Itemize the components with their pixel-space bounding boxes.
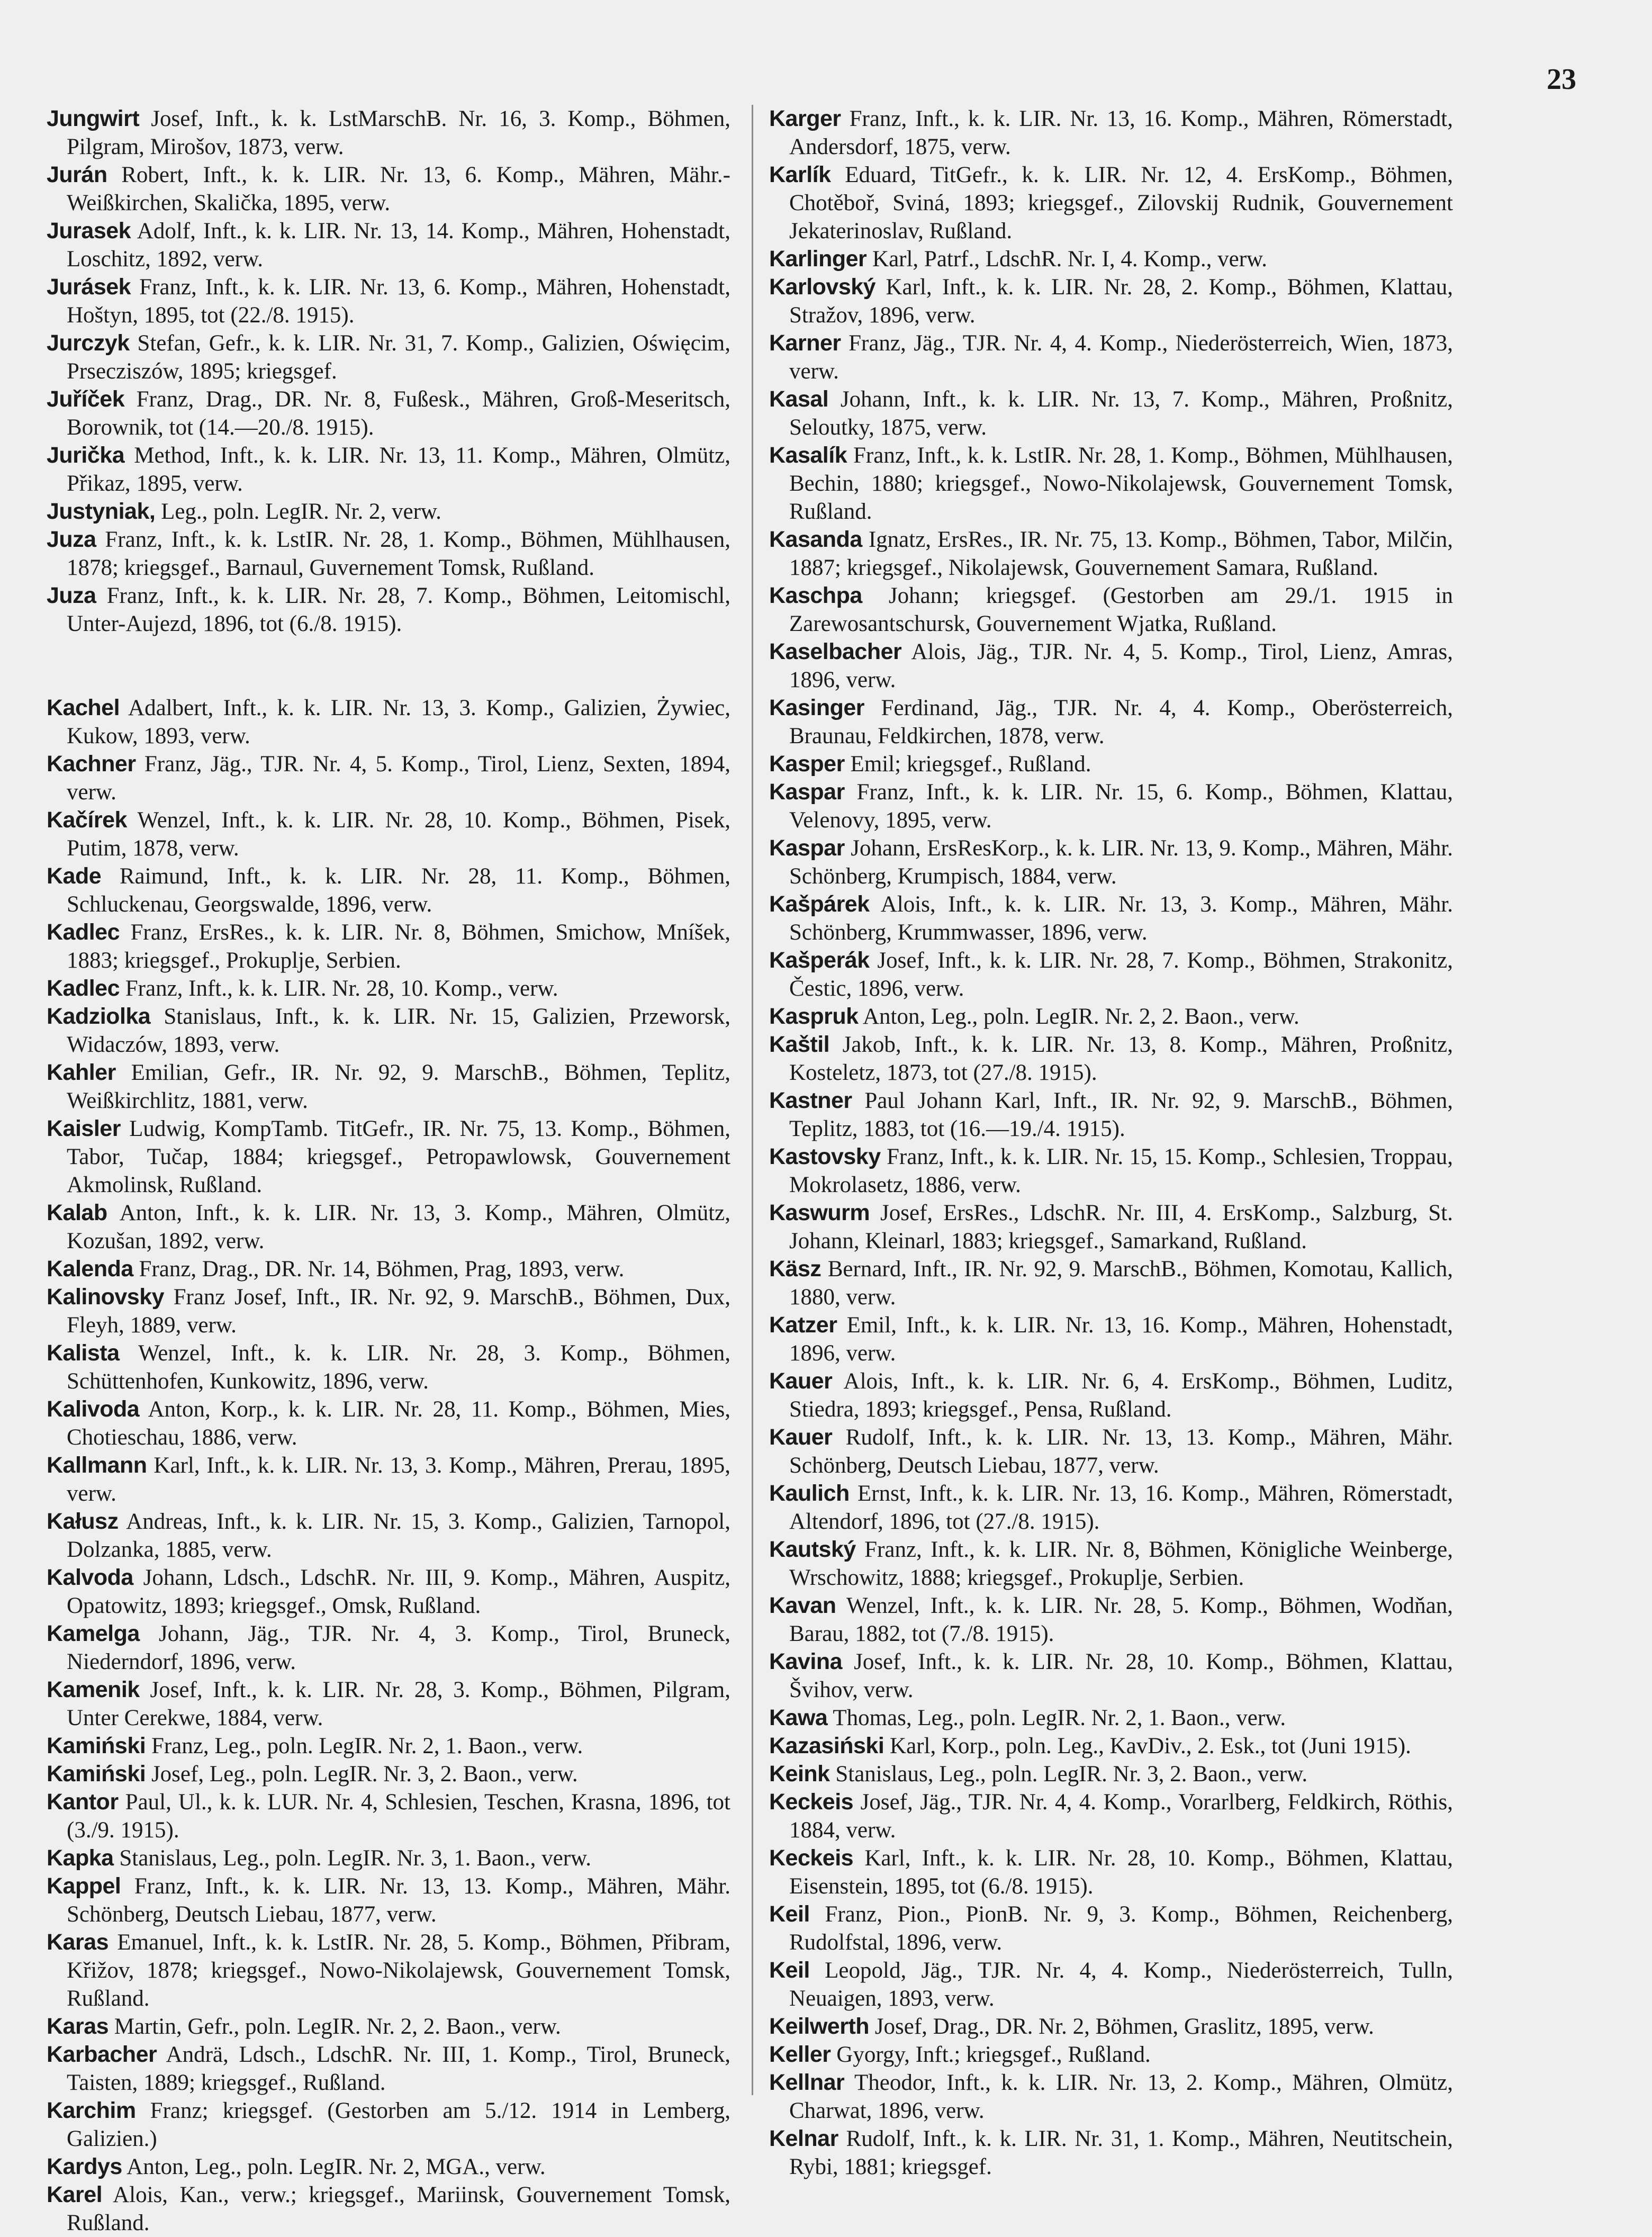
entry-surname: Keink [769,1761,830,1787]
list-entry [769,2069,1453,2125]
list-entry [47,2153,730,2181]
entry-surname: Kaspar [769,835,845,861]
list-entry [769,890,1453,946]
entry-surname: Karas [47,2014,109,2039]
entry-details: Martin, Gefr., poln. LegIR. Nr. 2, 2. Baon., verw. [109,2014,561,2039]
entry-surname: Kastovsky [769,1144,881,1169]
entry-surname: Kapka [47,1845,114,1871]
list-entry [769,1003,1453,1031]
list-entry [47,1620,730,1676]
right-column [769,105,1453,2181]
list-entry [769,1536,1453,1592]
list-entry [47,750,730,806]
entry-details: Stanislaus, Leg., poln. LegIR. Nr. 3, 2. Baon., verw. [829,1762,1308,1787]
entry-surname: Keller [769,2042,831,2067]
entry-surname: Kasalík [769,443,847,468]
entry-surname: Karner [769,330,841,356]
list-entry [47,1255,730,1283]
list-entry [47,1564,730,1620]
entry-details: Wenzel, Inft., k. k. LIR. Nr. 28, 10. Komp., Böhmen, Pisek, Putim, 1878, verw. [67,808,730,861]
entry-surname: Kasanda [769,527,862,552]
list-entry [769,1788,1453,1844]
entry-details: Method, Inft., k. k. LIR. Nr. 13, 11. Komp., Mähren, Olmütz, Přikaz, 1895, verw. [67,443,730,496]
list-entry [47,1059,730,1115]
entry-surname: Karas [47,1929,109,1955]
list-entry [769,778,1453,834]
list-entry [47,975,730,1003]
entry-surname: Juříček [47,386,125,412]
entry-surname: Kasinger [769,695,865,720]
entry-surname: Jurasek [47,218,131,243]
list-entry [47,2013,730,2041]
entry-details: Josef, Jäg., TJR. Nr. 4, 4. Komp., Vorarlberg, Feldkirch, Röthis, 1884, verw. [789,1790,1453,1843]
entry-surname: Jurán [47,162,107,187]
list-entry [47,1283,730,1339]
entry-surname: Kačírek [47,807,127,833]
entry-details: Anton, Inft., k. k. LIR. Nr. 13, 3. Komp., Mähren, Olmütz, Kozušan, 1892, verw. [67,1201,730,1253]
entry-surname: Jungwirt [47,106,140,131]
entry-surname: Kaštil [769,1032,830,1057]
entry-details: Ernst, Inft., k. k. LIR. Nr. 13, 16. Komp., Mähren, Römerstadt, Altendorf, 1896, tot (27./8. 1915). [789,1481,1453,1534]
entry-surname: Kade [47,863,102,889]
entry-surname: Kellnar [769,2070,845,2095]
entry-details: Franz, Jäg., TJR. Nr. 4, 4. Komp., Niederösterreich, Wien, 1873, verw. [789,331,1453,384]
list-entry [47,1003,730,1059]
entry-details: Stefan, Gefr., k. k. LIR. Nr. 31, 7. Komp., Galizien, Oświęcim, Prseczіszów, 1895; kriegsgef. [67,331,730,384]
list-entry [769,1311,1453,1367]
list-entry [47,1844,730,1872]
entry-details: Stanislaus, Inft., k. k. LIR. Nr. 15, Galizien, Przeworsk, Widaczów, 1893, verw. [67,1004,730,1057]
list-entry [769,582,1453,638]
list-entry [47,1928,730,2013]
entry-details: Raimund, Inft., k. k. LIR. Nr. 28, 11. Komp., Böhmen, Schluckenau, Georgswalde, 1896, verw. [67,864,730,917]
entry-surname: Kantor [47,1789,119,1815]
list-entry [769,441,1453,526]
list-entry [769,1760,1453,1788]
entry-details: Karl, Inft., k. k. LIR. Nr. 28, 10. Komp., Böhmen, Klattau, Eisenstein, 1895, tot (6./8. 1915). [789,1846,1453,1899]
entry-surname: Kamiński [47,1733,146,1758]
list-entry [47,105,730,161]
entry-details: Leg., poln. LegIR. Nr. 2, verw. [155,499,441,524]
entry-surname: Jurička [47,443,125,468]
entry-surname: Keilwerth [769,2014,870,2039]
entry-details: Johann, Ldsch., LdschR. Nr. III, 9. Komp., Mähren, Auspitz, Opatowitz, 1893; kriegsgef., Omsk, Rußland. [67,1565,730,1618]
list-entry [47,1872,730,1928]
entry-details: Thomas, Leg., poln. LegIR. Nr. 2, 1. Baon., verw. [827,1706,1286,1730]
entry-surname: Kasper [769,751,845,777]
entry-surname: Jurczyk [47,330,130,356]
entry-details: Adalbert, Inft., k. k. LIR. Nr. 13, 3. Komp., Galizien, Żywiec, Kukow, 1893, verw. [67,696,730,748]
list-entry [769,245,1453,273]
entry-details: Josef, Inft., k. k. LIR. Nr. 28, 3. Komp., Böhmen, Pilgram, Unter Cerekwe, 1884, verw. [67,1677,730,1730]
entry-details: Alois, Jäg., TJR. Nr. 4, 5. Komp., Tirol, Lienz, Amras, 1896, verw. [789,639,1453,692]
list-entry [47,217,730,273]
list-entry [47,918,730,975]
entry-details: Anton, Leg., poln. LegIR. Nr. 2, 2. Baon., verw. [858,1004,1299,1029]
entry-surname: Karger [769,106,841,131]
entry-details: Paul Johann Karl, Inft., IR. Nr. 92, 9. MarschB., Böhmen, Teplitz, 1883, tot (16.—19./4. 1915). [789,1088,1453,1141]
entry-details: Jakob, Inft., k. k. LIR. Nr. 13, 8. Komp., Mähren, Proßnitz, Kosteletz, 1873, tot (27./8. 1915). [789,1032,1453,1085]
entry-details: Franz Josef, Inft., IR. Nr. 92, 9. MarschB., Böhmen, Dux, Fleyh, 1889, verw. [67,1285,730,1338]
list-entry [47,1199,730,1255]
entry-surname: Kamenik [47,1677,140,1702]
entry-details: Anton, Leg., poln. LegIR. Nr. 2, MGA., verw. [122,2154,546,2179]
entry-surname: Karbacher [47,2042,157,2067]
entry-surname: Kamelga [47,1621,140,1646]
entry-details: Johann; kriegsgef. (Gestorben am 29./1. 1915 in Zarewosantschursk, Gouvernement Wjatka, Rußland. [789,583,1453,636]
entry-details: Alois, Inft., k. k. LIR. Nr. 13, 3. Komp., Mähren, Mähr. Schönberg, Krummwasser, 1896, verw. [789,892,1453,945]
entry-surname: Karlinger [769,246,867,272]
entry-surname: Kazasiński [769,1733,884,1758]
entry-surname: Karlovský [769,274,876,300]
list-entry [769,1956,1453,2013]
entry-details: Franz, Inft., k. k. LIR. Nr. 13, 13. Komp., Mähren, Mähr. Schönberg, Deutsch Liebau, 1877, verw. [67,1874,730,1927]
entry-details: Rudolf, Inft., k. k. LIR. Nr. 31, 1. Komp., Mähren, Neutitschein, Rybi, 1881; kriegsgef. [789,2126,1453,2179]
list-entry [47,1339,730,1395]
list-entry [769,750,1453,778]
list-entry [769,1087,1453,1143]
entry-details: Franz, Inft., k. k. LIR. Nr. 13, 16. Komp., Mähren, Römerstadt, Andersdorf, 1875, verw. [789,106,1453,159]
list-entry [769,638,1453,694]
entry-surname: Kaisler [47,1116,121,1141]
entry-surname: Kalab [47,1200,107,1225]
entry-details: Franz, Pion., PionB. Nr. 9, 3. Komp., Böhmen, Reichenberg, Rudolfstal, 1896, verw. [789,1902,1453,1955]
entry-details: Franz, Inft., k. k. LstIR. Nr. 28, 1. Komp., Böhmen, Mühlhausen, Bechin, 1880; kriegsgef., Nowo-Nikolajewsk, Gouvernement Tomsk, Rußland. [789,443,1453,524]
entry-details: Karl, Inft., k. k. LIR. Nr. 28, 2. Komp., Böhmen, Klattau, Stražov, 1896, verw. [789,275,1453,328]
entry-surname: Kadziolka [47,1004,151,1029]
list-entry [769,1900,1453,1956]
entry-surname: Kawa [769,1705,828,1730]
entry-details: Ferdinand, Jäg., TJR. Nr. 4, 4. Komp., Oberösterreich, Braunau, Feldkirchen, 1878, verw. [789,696,1453,748]
entry-surname: Kadlec [47,919,120,945]
entry-details: Karl, Inft., k. k. LIR. Nr. 13, 3. Komp., Mähren, Prerau, 1895, verw. [67,1453,730,1506]
entry-surname: Keckeis [769,1789,854,1815]
entry-details: Franz, Inft., k. k. LIR. Nr. 13, 6. Komp., Mähren, Hohenstadt, Hoštyn, 1895, tot (22./8. 1915). [67,275,730,328]
entry-details: Franz, Inft., k. k. LIR. Nr. 15, 6. Komp., Böhmen, Klattau, Velenovy, 1895, verw. [789,780,1453,833]
list-entry [47,2181,730,2237]
entry-surname: Kauer [769,1368,833,1394]
entry-details: Andrä, Ldsch., LdschR. Nr. III, 1. Komp., Tirol, Bruneck, Taisten, 1889; kriegsgef., Rußland. [67,2042,730,2095]
entry-details: Franz, Inft., k. k. LIR. Nr. 28, 10. Komp., verw. [120,976,558,1001]
entry-surname: Kauer [769,1424,833,1450]
entry-surname: Jurásek [47,274,131,300]
list-entry [47,161,730,217]
entry-details: Franz, Inft., k. k. LIR. Nr. 15, 15. Komp., Schlesien, Troppau, Mokrolasetz, 1886, verw. [789,1144,1453,1197]
list-entry [47,862,730,918]
entry-details: Emil; kriegsgef., Rußland. [844,752,1091,777]
list-entry [769,834,1453,890]
entry-surname: Karchim [47,2098,136,2123]
entry-surname: Käsz [769,1256,822,1282]
entry-details: Franz, Jäg., TJR. Nr. 4, 5. Komp., Tirol, Lienz, Sexten, 1894, verw. [67,752,730,805]
list-entry [47,1676,730,1732]
entry-details: Franz, Inft., k. k. LIR. Nr. 28, 7. Komp., Böhmen, Leitomischl, Unter-Aujezd, 1896, tot (6./8. 1915). [67,583,730,636]
entry-surname: Kavan [769,1593,836,1618]
entry-surname: Katzer [769,1312,837,1338]
list-entry [769,1031,1453,1087]
entry-details: Bernard, Inft., IR. Nr. 92, 9. MarschB., Böhmen, Komotau, Kallich, 1880, verw. [789,1257,1453,1310]
entry-surname: Kallmann [47,1453,147,1478]
list-entry [47,498,730,526]
entry-surname: Karlík [769,162,831,187]
entry-details: Josef, Drag., DR. Nr. 2, Böhmen, Graslitz, 1895, verw. [869,2014,1374,2039]
list-entry [47,441,730,498]
entry-surname: Kaselbacher [769,639,902,664]
list-entry [769,1480,1453,1536]
list-entry [769,1199,1453,1255]
entry-surname: Kaspar [769,779,845,805]
list-entry [769,1648,1453,1704]
entry-details: Franz, Inft., k. k. LIR. Nr. 8, Böhmen, Königliche Weinberge, Wrschowitz, 1888; kriegsgef., Prokuplje, Serbien. [789,1537,1453,1590]
entry-details: Johann, ErsResKorp., k. k. LIR. Nr. 13, 9. Komp., Mähren, Mähr. Schönberg, Krumpisch, 1884, verw. [789,836,1453,889]
entry-surname: Kašperák [769,948,870,973]
entry-surname: Keil [769,1958,810,1983]
entry-details: Johann, Jäg., TJR. Nr. 4, 3. Komp., Tirol, Bruneck, Niederndorf, 1896, verw. [67,1621,730,1674]
entry-surname: Keckeis [769,1845,854,1871]
entry-surname: Kaschpa [769,583,862,608]
list-entry [47,582,730,638]
entry-surname: Kalvoda [47,1565,133,1590]
entry-details: Franz, Leg., poln. LegIR. Nr. 2, 1. Baon., verw. [146,1734,583,1758]
entry-surname: Kaspruk [769,1004,859,1029]
entry-details: Wenzel, Inft., k. k. LIR. Nr. 28, 5. Komp., Böhmen, Wodňan, Barau, 1882, tot (7./8. 1915). [789,1593,1453,1646]
entry-details: Karl, Patrf., LdschR. Nr. I, 4. Komp., verw. [866,247,1268,272]
entry-surname: Kaulich [769,1481,850,1506]
entry-details: Josef, Inft., k. k. LIR. Nr. 28, 10. Komp., Böhmen, Klattau, Švihov, verw. [789,1649,1453,1702]
list-entry [769,2125,1453,2181]
column-divider [752,105,753,2095]
entry-details: Franz; kriegsgef. (Gestorben am 5./12. 1914 in Lemberg, Galizien.) [67,2098,730,2151]
entry-details: Franz, ErsRes., k. k. LIR. Nr. 8, Böhmen, Smichow, Mníšek, 1883; kriegsgef., Prokuplje, Serbien. [67,920,730,973]
list-entry [47,1115,730,1199]
list-entry [769,1732,1453,1760]
list-entry [769,694,1453,750]
list-entry [47,1788,730,1844]
entry-surname: Kappel [47,1873,121,1899]
list-entry [769,946,1453,1003]
list-entry [769,385,1453,441]
entry-surname: Keil [769,1901,810,1927]
entry-surname: Kalinovsky [47,1284,165,1310]
list-entry [47,806,730,862]
entry-surname: Justyniak, [47,499,156,524]
entry-surname: Kalivoda [47,1396,140,1422]
list-entry [47,1760,730,1788]
section-gap [47,638,730,694]
list-entry [769,1704,1453,1732]
list-entry [47,2041,730,2097]
entry-surname: Karel [47,2182,103,2207]
entry-details: Wenzel, Inft., k. k. LIR. Nr. 28, 3. Komp., Böhmen, Schüttenhofen, Kunkowitz, 1896, verw. [67,1341,730,1394]
entry-details: Andreas, Inft., k. k. LIR. Nr. 15, 3. Komp., Galizien, Tarnopol, Dolzanka, 1885, verw. [67,1509,730,1562]
list-entry [769,329,1453,385]
entry-details: Ludwig, KompTamb. TitGefr., IR. Nr. 75, 13. Komp., Böhmen, Tabor, Tučap, 1884; kriegsgef., Petropawlowsk, Gouvernement Akmolinsk, Rußland. [67,1116,730,1197]
entry-surname: Kašpárek [769,891,870,917]
entry-surname: Kaswurm [769,1200,870,1225]
list-entry [769,2013,1453,2041]
list-entry [769,1367,1453,1423]
entry-surname: Kalista [47,1340,120,1366]
entry-details: Adolf, Inft., k. k. LIR. Nr. 13, 14. Komp., Mähren, Hohenstadt, Loschitz, 1892, verw. [67,219,730,272]
list-entry [47,273,730,329]
list-entry [769,1592,1453,1648]
entry-surname: Kelnar [769,2126,838,2151]
entry-surname: Juza [47,527,96,552]
left-column [47,105,730,2237]
list-entry [47,526,730,582]
page-number: 23 [1547,63,1576,96]
list-entry [769,1143,1453,1199]
entry-surname: Kalenda [47,1256,133,1282]
entry-details: Paul, Ul., k. k. LUR. Nr. 4, Schlesien, Teschen, Krasna, 1896, tot (3./9. 1915). [67,1790,730,1843]
entry-details: Karl, Korp., poln. Leg., KavDiv., 2. Esk., tot (Juni 1915). [884,1734,1411,1758]
entry-details: Ignatz, ErsRes., IR. Nr. 75, 13. Komp., Böhmen, Tabor, Milčin, 1887; kriegsgef., Nikolajewsk, Gouvernement Samara, Rußland. [789,527,1453,580]
list-entry [47,1395,730,1451]
entry-details: Stanislaus, Leg., poln. LegIR. Nr. 3, 1. Baon., verw. [113,1846,592,1871]
list-entry [47,1451,730,1508]
entry-surname: Kamiński [47,1761,146,1787]
list-entry [769,526,1453,582]
entry-surname: Kasal [769,386,829,412]
entry-details: Josef, ErsRes., LdschR. Nr. III, 4. ErsKomp., Salzburg, St. Johann, Kleinarl, 1883; kriegsgef., Samarkand, Rußland. [789,1201,1453,1253]
entry-surname: Kastner [769,1088,852,1113]
entry-details: Franz, Inft., k. k. LstIR. Nr. 28, 1. Komp., Böhmen, Mühlhausen, 1878; kriegsgef., Barnaul, Guvernement Tomsk, Rußland. [67,527,730,580]
entry-details: Franz, Drag., DR. Nr. 8, Fußesk., Mähren, Groß-Meseritsch, Borownik, tot (14.—20./8. 1915). [67,387,730,440]
entry-details: Josef, Leg., poln. LegIR. Nr. 3, 2. Baon., verw. [146,1762,578,1787]
entry-surname: Kautský [769,1537,856,1562]
list-entry [769,1423,1453,1480]
list-entry [47,1508,730,1564]
entry-details: Emanuel, Inft., k. k. LstIR. Nr. 28, 5. Komp., Böhmen, Přibram, Křižov, 1878; kriegsgef., Nowo-Nikolajewsk, Gouvernement Tomsk, Rußland. [67,1930,730,2011]
entry-details: Johann, Inft., k. k. LIR. Nr. 13, 7. Komp., Mähren, Proßnitz, Seloutky, 1875, verw. [789,387,1453,440]
list-entry [47,385,730,441]
entry-details: Josef, Inft., k. k. LIR. Nr. 28, 7. Komp., Böhmen, Strakonitz, Čestic, 1896, verw. [789,948,1453,1001]
list-entry [769,2041,1453,2069]
list-entry [769,1844,1453,1900]
list-entry [47,1732,730,1760]
list-entry [47,329,730,385]
entry-details: Gyorgy, Inft.; kriegsgef., Rußland. [830,2042,1151,2067]
entry-details: Rudolf, Inft., k. k. LIR. Nr. 13, 13. Komp., Mähren, Mähr. Schönberg, Deutsch Liebau, 1877, verw. [789,1425,1453,1478]
entry-details: Robert, Inft., k. k. LIR. Nr. 13, 6. Komp., Mähren, Mähr.-Weißkirchen, Skalička, 1895, verw. [67,163,730,215]
entry-details: Alois, Inft., k. k. LIR. Nr. 6, 4. ErsKomp., Böhmen, Luditz, Stiedra, 1893; kriegsgef., Pensa, Rußland. [789,1369,1453,1422]
entry-details: Theodor, Inft., k. k. LIR. Nr. 13, 2. Komp., Mähren, Olmütz, Charwat, 1896, verw. [789,2070,1453,2123]
entry-surname: Kałusz [47,1509,119,1534]
entry-details: Franz, Drag., DR. Nr. 14, Böhmen, Prag, 1893, verw. [133,1257,625,1282]
list-entry [769,1255,1453,1311]
entry-details: Josef, Inft., k. k. LstMarschB. Nr. 16, 3. Komp., Böhmen, Pilgram, Mirošov, 1873, verw. [67,106,730,159]
entry-details: Eduard, TitGefr., k. k. LIR. Nr. 12, 4. ErsKomp., Böhmen, Chotěboř, Sviná, 1893; kriegsgef., Zilovskij Rudnik, Gouvernement Jekaterinoslav, Rußland. [789,163,1453,243]
entry-surname: Kahler [47,1060,116,1085]
list-entry [769,273,1453,329]
entry-details: Emil, Inft., k. k. LIR. Nr. 13, 16. Komp., Mähren, Hohenstadt, 1896, verw. [789,1313,1453,1366]
entry-details: Anton, Korp., k. k. LIR. Nr. 28, 11. Komp., Böhmen, Mies, Chotieschau, 1886, verw. [67,1397,730,1450]
list-entry [47,694,730,750]
entry-details: Emilian, Gefr., IR. Nr. 92, 9. MarschB., Böhmen, Teplitz, Weißkirchlitz, 1881, verw. [67,1060,730,1113]
list-entry [47,2097,730,2153]
entry-surname: Kachel [47,695,120,720]
entry-surname: Kadlec [47,976,120,1001]
entry-surname: Juza [47,583,96,608]
entry-surname: Kardys [47,2154,122,2179]
list-entry [769,105,1453,161]
entry-surname: Kachner [47,751,136,777]
entry-surname: Kavina [769,1649,843,1674]
entry-details: Leopold, Jäg., TJR. Nr. 4, 4. Komp., Niederösterreich, Tulln, Neuaigen, 1893, verw. [789,1958,1453,2011]
list-entry [769,161,1453,245]
entry-details: Alois, Kan., verw.; kriegsgef., Mariinsk, Gouvernement Tomsk, Rußland. [67,2182,730,2235]
